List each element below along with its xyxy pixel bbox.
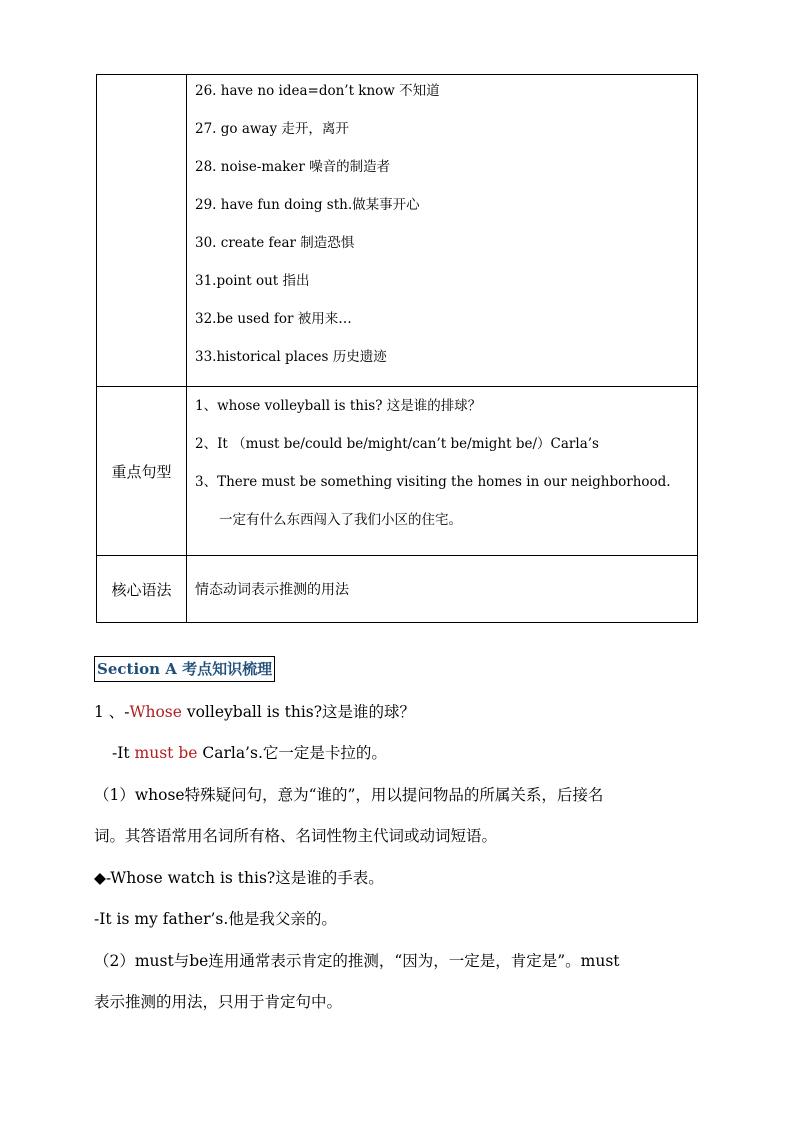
phrase-31: 31.point out 指出 — [195, 273, 310, 289]
explanation-1-line-1: （1）whose特殊疑问句，意为“谁的”，用以提问物品的所属关系，后接名 — [94, 786, 604, 804]
example-whose-watch: ◆-Whose watch is this?这是谁的手表。 — [94, 869, 384, 887]
explanation-2-line-2: 表示推测的用法，只用于肯定句中。 — [94, 993, 343, 1011]
item-number: 1 、- — [94, 703, 130, 721]
grammar-content: 情态动词表示推测的用法 — [187, 556, 698, 623]
phrase-32: 32.be used for 被用来… — [195, 311, 352, 327]
sentence-1: 1、whose volleyball is this? 这是谁的排球？ — [195, 398, 482, 414]
example-answer — [112, 741, 387, 763]
phrase-28: 28. noise-maker 噪音的制造者 — [195, 159, 391, 175]
answer-prefix: -It — [112, 744, 135, 762]
explanation-1-line-2: 词。其答语常用名词所有格、名词性物主代词或动词短语。 — [94, 827, 498, 845]
phrase-27: 27. go away 走开，离开 — [195, 121, 349, 137]
sentences-header: 重点句型 — [97, 387, 187, 556]
phrase-29: 29. have fun doing sth.做某事开心 — [195, 197, 420, 213]
sentence-2: 2、It （must be/could be/might/can’t be/might be/）Carla’s — [195, 436, 599, 452]
highlight-must-be: must be — [134, 744, 198, 762]
question-text: volleyball is this?这是谁的球？ — [181, 703, 416, 721]
phrase-33: 33.historical places 历史遗迹 — [195, 349, 387, 365]
highlight-whose: Whose — [129, 703, 182, 721]
example-question — [94, 700, 415, 722]
explanation-2-line-1: （2）must与be连用通常表示肯定的推测，“因为，一定是，肯定是”。must — [94, 952, 620, 970]
vocabulary-table — [96, 74, 698, 623]
sentence-3-translation: 一定有什么东西闯入了我们小区的住宅。 — [219, 512, 462, 528]
phrases-cell — [187, 75, 698, 387]
example-fathers: -It is my father’s.他是我父亲的。 — [94, 910, 337, 928]
answer-text: Carla’s.它一定是卡拉的。 — [197, 744, 387, 762]
sentence-3: 3、There must be something visiting the homes in our neighborhood. — [195, 474, 671, 490]
section-title: Section A 考点知识梳理 — [94, 656, 275, 682]
phrase-26: 26. have no idea=don’t know 不知道 — [195, 83, 440, 99]
phrase-30: 30. create fear 制造恐惧 — [195, 235, 355, 251]
grammar-header: 核心语法 — [97, 556, 187, 623]
phrases-header-cell — [97, 75, 187, 387]
sentences-cell — [187, 387, 698, 556]
